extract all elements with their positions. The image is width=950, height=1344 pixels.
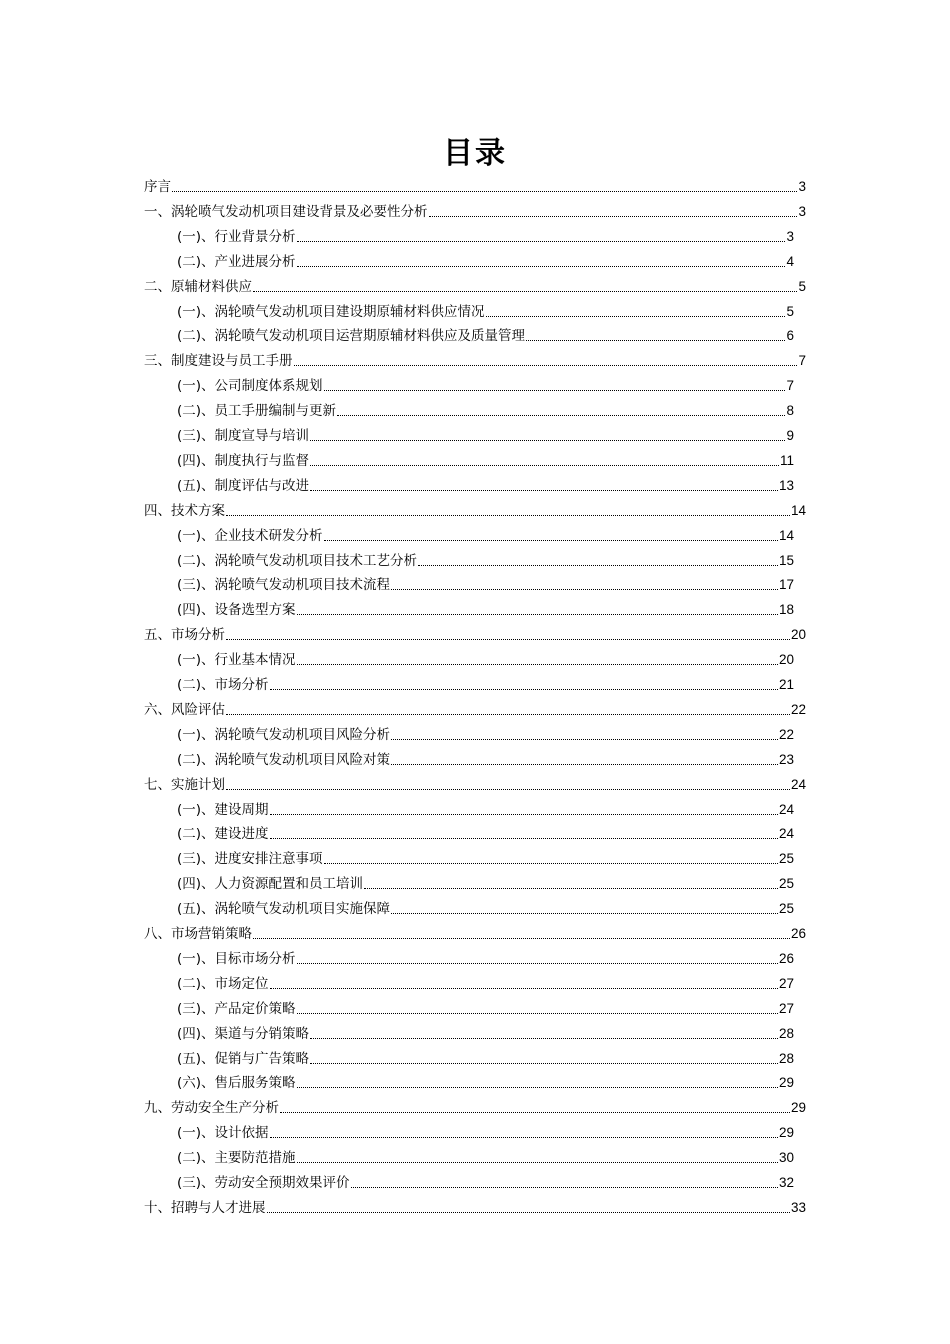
toc-page-number: 30: [778, 1150, 794, 1166]
toc-entry[interactable]: [177, 450, 794, 470]
toc-entry-title: 三、制度建设与员工手册: [144, 353, 293, 370]
toc-leader-dots: [418, 564, 778, 566]
toc-page-number: 22: [778, 726, 794, 742]
toc-leader-dots: [351, 1186, 778, 1188]
toc-entry-title: (二)、涡轮喷气发动机项目运营期原辅材料供应及质量管理: [177, 328, 526, 345]
toc-leader-dots: [226, 514, 790, 516]
toc-entry-title: 五、市场分析: [144, 627, 225, 644]
toc-entry-title: (三)、劳动安全预期效果评价: [177, 1175, 350, 1191]
toc-entry-title: (二)、市场分析: [177, 677, 269, 693]
toc-leader-dots: [226, 638, 790, 640]
toc-entry[interactable]: [177, 525, 794, 545]
toc-leader-dots: [429, 215, 798, 217]
toc-leader-dots: [391, 912, 778, 914]
toc-page-number: 3: [798, 179, 806, 194]
toc-page-number: 27: [778, 1000, 794, 1016]
toc-page-number: 25: [778, 901, 794, 917]
toc-page-number: 27: [778, 975, 794, 991]
toc-leader-dots: [526, 339, 785, 341]
toc-entry[interactable]: [144, 774, 806, 794]
toc-entry-title: (一)、行业背景分析: [177, 228, 296, 245]
toc-leader-dots: [310, 489, 778, 491]
toc-entry[interactable]: [177, 1048, 794, 1068]
toc-entry-title: (一)、目标市场分析: [177, 950, 296, 967]
toc-entry-title: 序言: [144, 179, 171, 195]
toc-page-number: 20: [790, 627, 806, 643]
toc-entry[interactable]: [144, 699, 806, 719]
toc-entry[interactable]: [177, 226, 794, 246]
toc-page-number: 29: [778, 1125, 794, 1141]
toc-entry-title: (二)、产业进展分析: [177, 253, 296, 270]
toc-page-number: 28: [778, 1050, 794, 1066]
toc-entry[interactable]: [177, 998, 794, 1018]
toc-entry-title: (四)、制度执行与监督: [177, 452, 310, 469]
toc-leader-dots: [324, 389, 786, 391]
toc-entry[interactable]: [144, 1097, 806, 1117]
toc-leader-dots: [270, 813, 778, 815]
toc-page-number: 29: [790, 1100, 806, 1116]
toc-entry-title: (三)、产品定价策略: [177, 1000, 296, 1017]
toc-entry-title: 十、招聘与人才进展: [144, 1199, 266, 1216]
toc-page-number: 7: [786, 378, 794, 394]
toc-page-number: 25: [778, 876, 794, 892]
toc-leader-dots: [391, 763, 778, 765]
toc-page-number: 3: [786, 228, 794, 244]
toc-leader-dots: [226, 713, 790, 715]
toc-leader-dots: [297, 613, 778, 615]
toc-entry[interactable]: [144, 500, 806, 520]
toc-entry[interactable]: [144, 201, 806, 221]
toc-entry-title: (三)、涡轮喷气发动机项目技术流程: [177, 577, 391, 594]
toc-page-number: 24: [778, 826, 794, 842]
toc-leader-dots: [324, 539, 778, 541]
toc-leader-dots: [270, 987, 778, 989]
toc-leader-dots: [253, 290, 797, 292]
toc-page-number: 29: [778, 1075, 794, 1091]
page-title: 目录: [443, 136, 507, 171]
toc-entry[interactable]: [177, 301, 794, 321]
toc-entry-title: (二)、主要防范措施: [177, 1150, 296, 1167]
toc-entry-title: 六、风险评估: [144, 701, 225, 718]
toc-entry-title: (二)、涡轮喷气发动机项目风险对策: [177, 751, 391, 768]
toc-page-number: 5: [798, 278, 806, 294]
toc-page-number: 32: [778, 1175, 794, 1190]
toc-entry[interactable]: [177, 1172, 794, 1192]
toc-leader-dots: [337, 414, 785, 416]
toc-entry-title: (一)、涡轮喷气发动机项目建设期原辅材料供应情况: [177, 303, 485, 320]
toc-entry[interactable]: [144, 923, 806, 943]
toc-entry[interactable]: [177, 948, 794, 968]
toc-entry[interactable]: [177, 898, 794, 918]
toc-entry[interactable]: [177, 599, 794, 619]
toc-entry[interactable]: [144, 350, 806, 370]
toc-page-number: 14: [778, 527, 794, 543]
toc-page-number: 18: [778, 602, 794, 618]
toc-entry-title: (一)、设计依据: [177, 1125, 269, 1142]
toc-entry-title: (一)、企业技术研发分析: [177, 527, 323, 544]
toc-page-number: 22: [790, 701, 806, 717]
toc-leader-dots: [172, 190, 797, 192]
toc-entry[interactable]: [144, 1197, 806, 1217]
toc-page-number: 25: [778, 851, 794, 867]
toc-page-number: 21: [778, 677, 794, 692]
toc-leader-dots: [297, 1086, 778, 1088]
toc-entry[interactable]: [177, 973, 794, 993]
toc-entry[interactable]: [177, 251, 794, 271]
toc-leader-dots: [486, 315, 786, 317]
toc-leader-dots: [270, 1136, 778, 1138]
toc-entry-title: (一)、建设周期: [177, 801, 269, 818]
toc-entry[interactable]: [177, 799, 794, 819]
toc-leader-dots: [391, 588, 778, 590]
toc-entry[interactable]: [177, 1147, 794, 1167]
toc-entry-title: (二)、涡轮喷气发动机项目技术工艺分析: [177, 552, 418, 569]
toc-entry-title: (四)、渠道与分销策略: [177, 1025, 310, 1042]
toc-entry[interactable]: [177, 873, 794, 893]
toc-page-number: 24: [778, 801, 794, 817]
toc-entry[interactable]: [177, 848, 794, 868]
toc-page-number: 8: [786, 403, 794, 419]
toc-entry-title: (五)、制度评估与改进: [177, 477, 310, 494]
toc-entry-title: (二)、市场定位: [177, 975, 269, 992]
toc-leader-dots: [270, 837, 778, 839]
toc-entry-title: (二)、建设进度: [177, 826, 269, 843]
toc-page-number: 24: [790, 776, 806, 792]
toc-entry-title: 一、涡轮喷气发动机项目建设背景及必要性分析: [144, 203, 428, 220]
toc-entry[interactable]: [177, 649, 794, 669]
toc-entry[interactable]: [177, 1072, 794, 1092]
toc-entry-title: (一)、涡轮喷气发动机项目风险分析: [177, 726, 391, 743]
toc-entry[interactable]: [177, 400, 794, 420]
toc-entry-title: (六)、售后服务策略: [177, 1075, 296, 1092]
toc-page-number: 13: [778, 477, 794, 493]
toc-entry-title: (一)、公司制度体系规划: [177, 378, 323, 395]
toc-leader-dots: [226, 788, 790, 790]
toc-page-number: 9: [786, 428, 794, 443]
toc-entry-title: (五)、涡轮喷气发动机项目实施保障: [177, 901, 391, 918]
toc-entry-title: (三)、制度宣导与培训: [177, 428, 310, 444]
toc-entry-title: (一)、行业基本情况: [177, 652, 296, 669]
toc-leader-dots: [310, 439, 785, 441]
toc-entry-title: (四)、设备选型方案: [177, 602, 296, 619]
toc-entry[interactable]: [177, 823, 794, 843]
toc-entry[interactable]: [177, 375, 794, 395]
toc-entry-title: (四)、人力资源配置和员工培训: [177, 876, 364, 893]
toc-entry[interactable]: [177, 574, 794, 594]
toc-page-number: 33: [790, 1199, 806, 1215]
toc-entry-title: 四、技术方案: [144, 502, 225, 519]
toc-page-number: 15: [778, 552, 794, 568]
toc-page-number: 6: [786, 328, 794, 344]
toc-entry-title: 九、劳动安全生产分析: [144, 1100, 279, 1117]
toc-entry-title: 八、市场营销策略: [144, 926, 252, 942]
toc-entry[interactable]: [177, 674, 794, 694]
toc-page-number: 28: [778, 1025, 794, 1041]
toc-entry[interactable]: [177, 425, 794, 445]
toc-entry[interactable]: [177, 1122, 794, 1142]
toc-leader-dots: [297, 663, 778, 665]
toc-leader-dots: [267, 1211, 790, 1213]
toc-entry-title: (二)、员工手册编制与更新: [177, 403, 337, 420]
toc-leader-dots: [391, 738, 778, 740]
toc-page-number: 14: [790, 502, 806, 518]
toc-leader-dots: [324, 862, 778, 864]
toc-leader-dots: [297, 962, 778, 964]
toc-page-number: 23: [778, 751, 794, 767]
toc-page-number: 7: [798, 353, 806, 369]
toc-leader-dots: [297, 1012, 778, 1014]
toc-leader-dots: [310, 1062, 778, 1064]
toc-leader-dots: [253, 937, 790, 939]
toc-entry-title: (三)、进度安排注意事项: [177, 851, 323, 868]
toc-page-number: 20: [778, 652, 794, 668]
toc-page-number: 3: [798, 203, 806, 219]
toc-entry-title: 二、原辅材料供应: [144, 278, 252, 295]
toc-entry[interactable]: [144, 624, 806, 644]
toc-entry-title: 七、实施计划: [144, 776, 225, 793]
toc-leader-dots: [270, 688, 778, 690]
toc-page-number: 5: [786, 303, 794, 319]
toc-entry[interactable]: [177, 475, 794, 495]
toc-entry[interactable]: [177, 1023, 794, 1043]
toc-leader-dots: [297, 1161, 778, 1163]
toc-page-number: 17: [778, 577, 794, 593]
toc-leader-dots: [297, 240, 786, 242]
toc-entry[interactable]: [177, 325, 794, 345]
toc-leader-dots: [280, 1111, 790, 1113]
toc-entry[interactable]: [177, 749, 794, 769]
toc-leader-dots: [294, 364, 798, 366]
toc-entry-title: (五)、促销与广告策略: [177, 1050, 310, 1067]
toc-leader-dots: [310, 464, 779, 466]
toc-entry[interactable]: [177, 724, 794, 744]
toc-page-number: 26: [778, 950, 794, 966]
toc-page-number: 11: [779, 452, 794, 468]
toc-entry[interactable]: [177, 550, 794, 570]
toc-leader-dots: [310, 1037, 778, 1039]
toc-leader-dots: [297, 265, 786, 267]
toc-page-number: 26: [790, 926, 806, 941]
toc-entry[interactable]: [144, 176, 806, 196]
toc-leader-dots: [364, 887, 778, 889]
toc-page-number: 4: [786, 253, 794, 269]
toc-entry[interactable]: [144, 276, 806, 296]
